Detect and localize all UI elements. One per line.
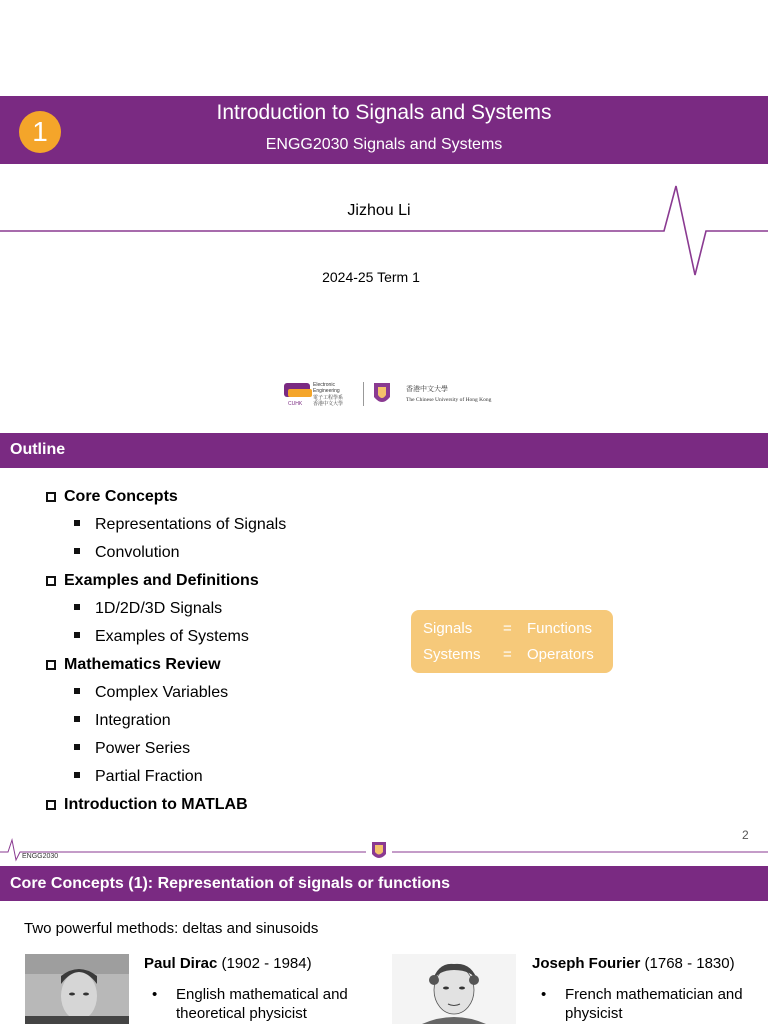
square-bullet-icon <box>74 744 80 750</box>
outline-item: Examples and Definitions <box>46 572 259 590</box>
department-logos <box>282 379 514 409</box>
intro-text: Two powerful methods: deltas and sinusoids <box>24 920 319 937</box>
outline-header-bar <box>0 433 768 468</box>
ee-line2: Engineering <box>313 388 340 394</box>
author-name: Jizhou Li <box>347 202 411 219</box>
outline-subitem: Power Series <box>74 740 190 758</box>
cuhk-english: The Chinese University of Hong Kong <box>406 397 492 403</box>
outline-item: Mathematics Review <box>46 656 221 674</box>
square-bullet-icon <box>74 772 80 778</box>
bullet-dot-icon: • <box>541 986 547 1003</box>
outline-subitem: Complex Variables <box>74 684 228 702</box>
signals-systems-callout: Signals = Functions Systems = Operators <box>411 610 613 673</box>
core-concepts-title: Core Concepts (1): Representation of signals or functions <box>10 875 451 892</box>
square-bullet-icon <box>74 632 80 638</box>
outline-item: Core Concepts <box>46 488 178 506</box>
outline-subitem: Integration <box>74 712 171 730</box>
square-bullet-icon <box>74 548 80 554</box>
bullet-dot-icon: • <box>152 986 158 1003</box>
square-bullet-icon <box>74 604 80 610</box>
dirac-photo <box>25 954 129 1024</box>
cuhk-abbrev: CUHK <box>288 401 303 407</box>
outline-subitem: Representations of Signals <box>74 516 286 534</box>
outline-subitem: Examples of Systems <box>74 628 249 646</box>
box-bullet-icon <box>46 660 56 670</box>
dirac-name: Paul Dirac (1902 - 1984) <box>144 955 312 972</box>
term-label: 2024-25 Term 1 <box>322 269 420 285</box>
square-bullet-icon <box>74 716 80 722</box>
square-bullet-icon <box>74 520 80 526</box>
ee-chinese2: 香港中文大學 <box>313 401 344 407</box>
course-subtitle: ENGG2030 Signals and Systems <box>265 136 503 153</box>
page-number: 2 <box>742 828 749 842</box>
chapter-badge: 1 <box>19 111 61 153</box>
box-bullet-icon <box>46 576 56 586</box>
footer-heartbeat-icon <box>0 838 768 866</box>
ee-chinese: 電子工程學系 <box>313 395 344 401</box>
square-bullet-icon <box>74 688 80 694</box>
fourier-name: Joseph Fourier (1768 - 1830) <box>532 955 735 972</box>
outline-item: Introduction to MATLAB <box>46 796 248 814</box>
fourier-portrait <box>392 954 516 1024</box>
ee-cuhk-logo-icon <box>282 379 514 409</box>
heartbeat-line-icon <box>0 180 768 280</box>
box-bullet-icon <box>46 492 56 502</box>
slide-title: Introduction to Signals and Systems <box>216 101 552 124</box>
outline-subitem: Partial Fraction <box>74 768 203 786</box>
outline-subitem: Convolution <box>74 544 180 562</box>
ee-line1: Electronic <box>313 382 335 388</box>
box-bullet-icon <box>46 800 56 810</box>
footer-course-label: ENGG2030 <box>22 853 59 860</box>
outline-subitem: 1D/2D/3D Signals <box>74 600 222 618</box>
cuhk-chinese: 香港中文大學 <box>406 385 448 393</box>
outline-title: Outline <box>10 441 66 458</box>
